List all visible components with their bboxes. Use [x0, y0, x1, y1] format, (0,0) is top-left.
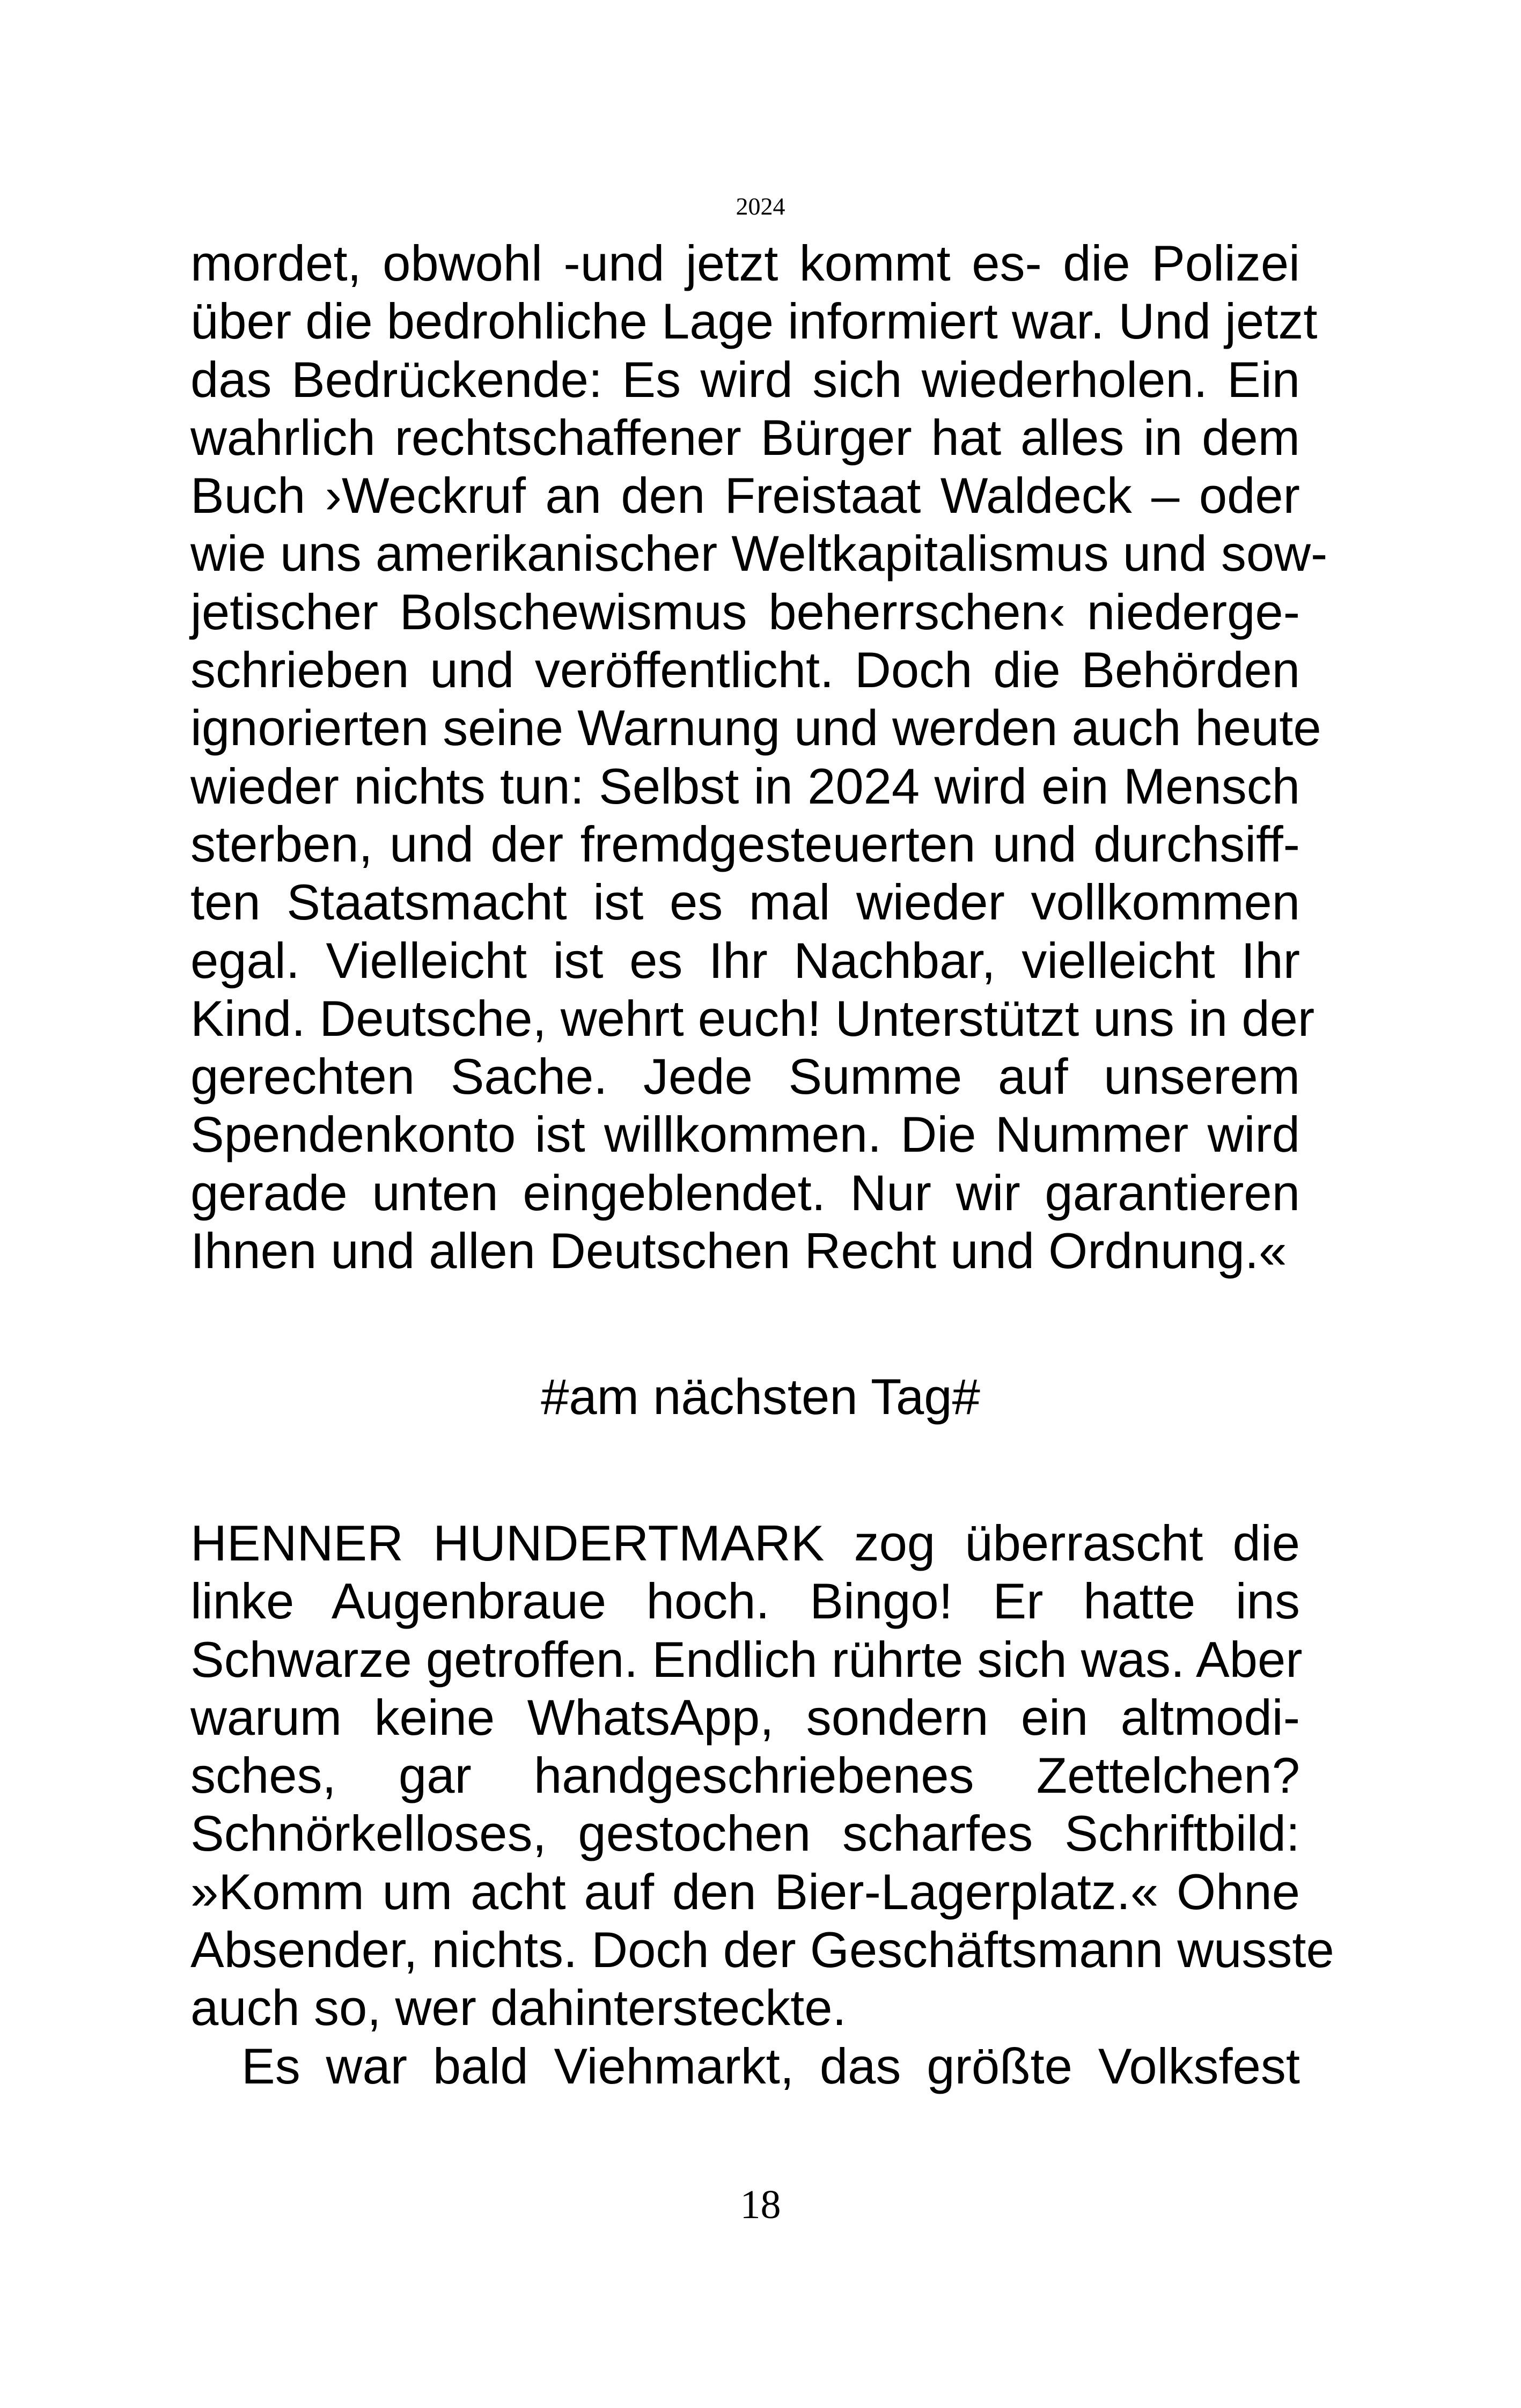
- text-line: HENNER HUNDERTMARK zog überrascht die: [190, 1515, 1300, 1571]
- text-line: Kind. Deutsche, wehrt euch! Unterstützt uns in der: [190, 990, 1315, 1047]
- text-line: wahrlich rechtschaffener Bürger hat alles in dem: [190, 409, 1300, 466]
- text-line: Schwarze getroffen. Endlich rührte sich was. Aber: [190, 1631, 1303, 1688]
- text-line: egal. Vielleicht ist es Ihr Nachbar, vielleicht Ihr: [190, 932, 1300, 989]
- text-line: gerechten Sache. Jede Summe auf unserem: [190, 1048, 1300, 1105]
- text-line: sches, gar handgeschriebenes Zettelchen?: [190, 1747, 1300, 1804]
- text-line: sterben, und der fremdgesteuerten und durchsiff-: [190, 815, 1300, 872]
- text-line: über die bedrohliche Lage informiert war. Und jetzt: [190, 293, 1318, 350]
- text-line: schrieben und veröffentlicht. Doch die Behörden: [190, 642, 1300, 698]
- text-line: Absender, nichts. Doch der Geschäftsmann wusste: [190, 1921, 1334, 1978]
- paragraph-new-scene: [190, 1514, 1334, 2095]
- text-line: jetischer Bolschewismus beherrschen‹ niederge-: [190, 583, 1300, 640]
- text-line: gerade unten eingeblendet. Nur wir garantieren: [190, 1164, 1300, 1221]
- text-line: mordet, obwohl -und jetzt kommt es- die Polizei: [190, 235, 1300, 291]
- text-line: linke Augenbraue hoch. Bingo! Er hatte ins: [190, 1573, 1300, 1630]
- text-line: Schnörkelloses, gestochen scharfes Schriftbild:: [190, 1805, 1300, 1862]
- text-line: auch so, wer dahintersteckte.: [190, 1979, 847, 2036]
- text-line: wie uns amerikanischer Weltkapitalismus und sow-: [190, 525, 1328, 582]
- text-line: wieder nichts tun: Selbst in 2024 wird ein Mensch: [190, 757, 1300, 814]
- text-line: Ihnen und allen Deutschen Recht und Ordnung.«: [190, 1223, 1287, 1279]
- text-line: ten Staatsmacht ist es mal wieder vollkommen: [190, 874, 1300, 931]
- text-line: Spendenkonto ist willkommen. Die Nummer wird: [190, 1106, 1300, 1163]
- scene-break: #am nächsten Tag#: [541, 1368, 980, 1425]
- text-line: Es war bald Viehmarkt, das größte Volksfest: [241, 2037, 1300, 2094]
- text-line: »Komm um acht auf den Bier-Lagerplatz.« Ohne: [190, 1863, 1300, 1920]
- text-line: ignorierten seine Warnung und werden auch heute: [190, 699, 1321, 756]
- text-line: Buch ›Weckruf an den Freistaat Waldeck – oder: [190, 467, 1300, 524]
- paragraph-continued: [190, 234, 1328, 1280]
- running-head: 2024: [736, 193, 785, 220]
- text-line: das Bedrückende: Es wird sich wiederholen. Ein: [190, 351, 1300, 408]
- page-number: 18: [740, 2182, 781, 2227]
- text-line: warum keine WhatsApp, sondern ein altmodi-: [190, 1689, 1300, 1746]
